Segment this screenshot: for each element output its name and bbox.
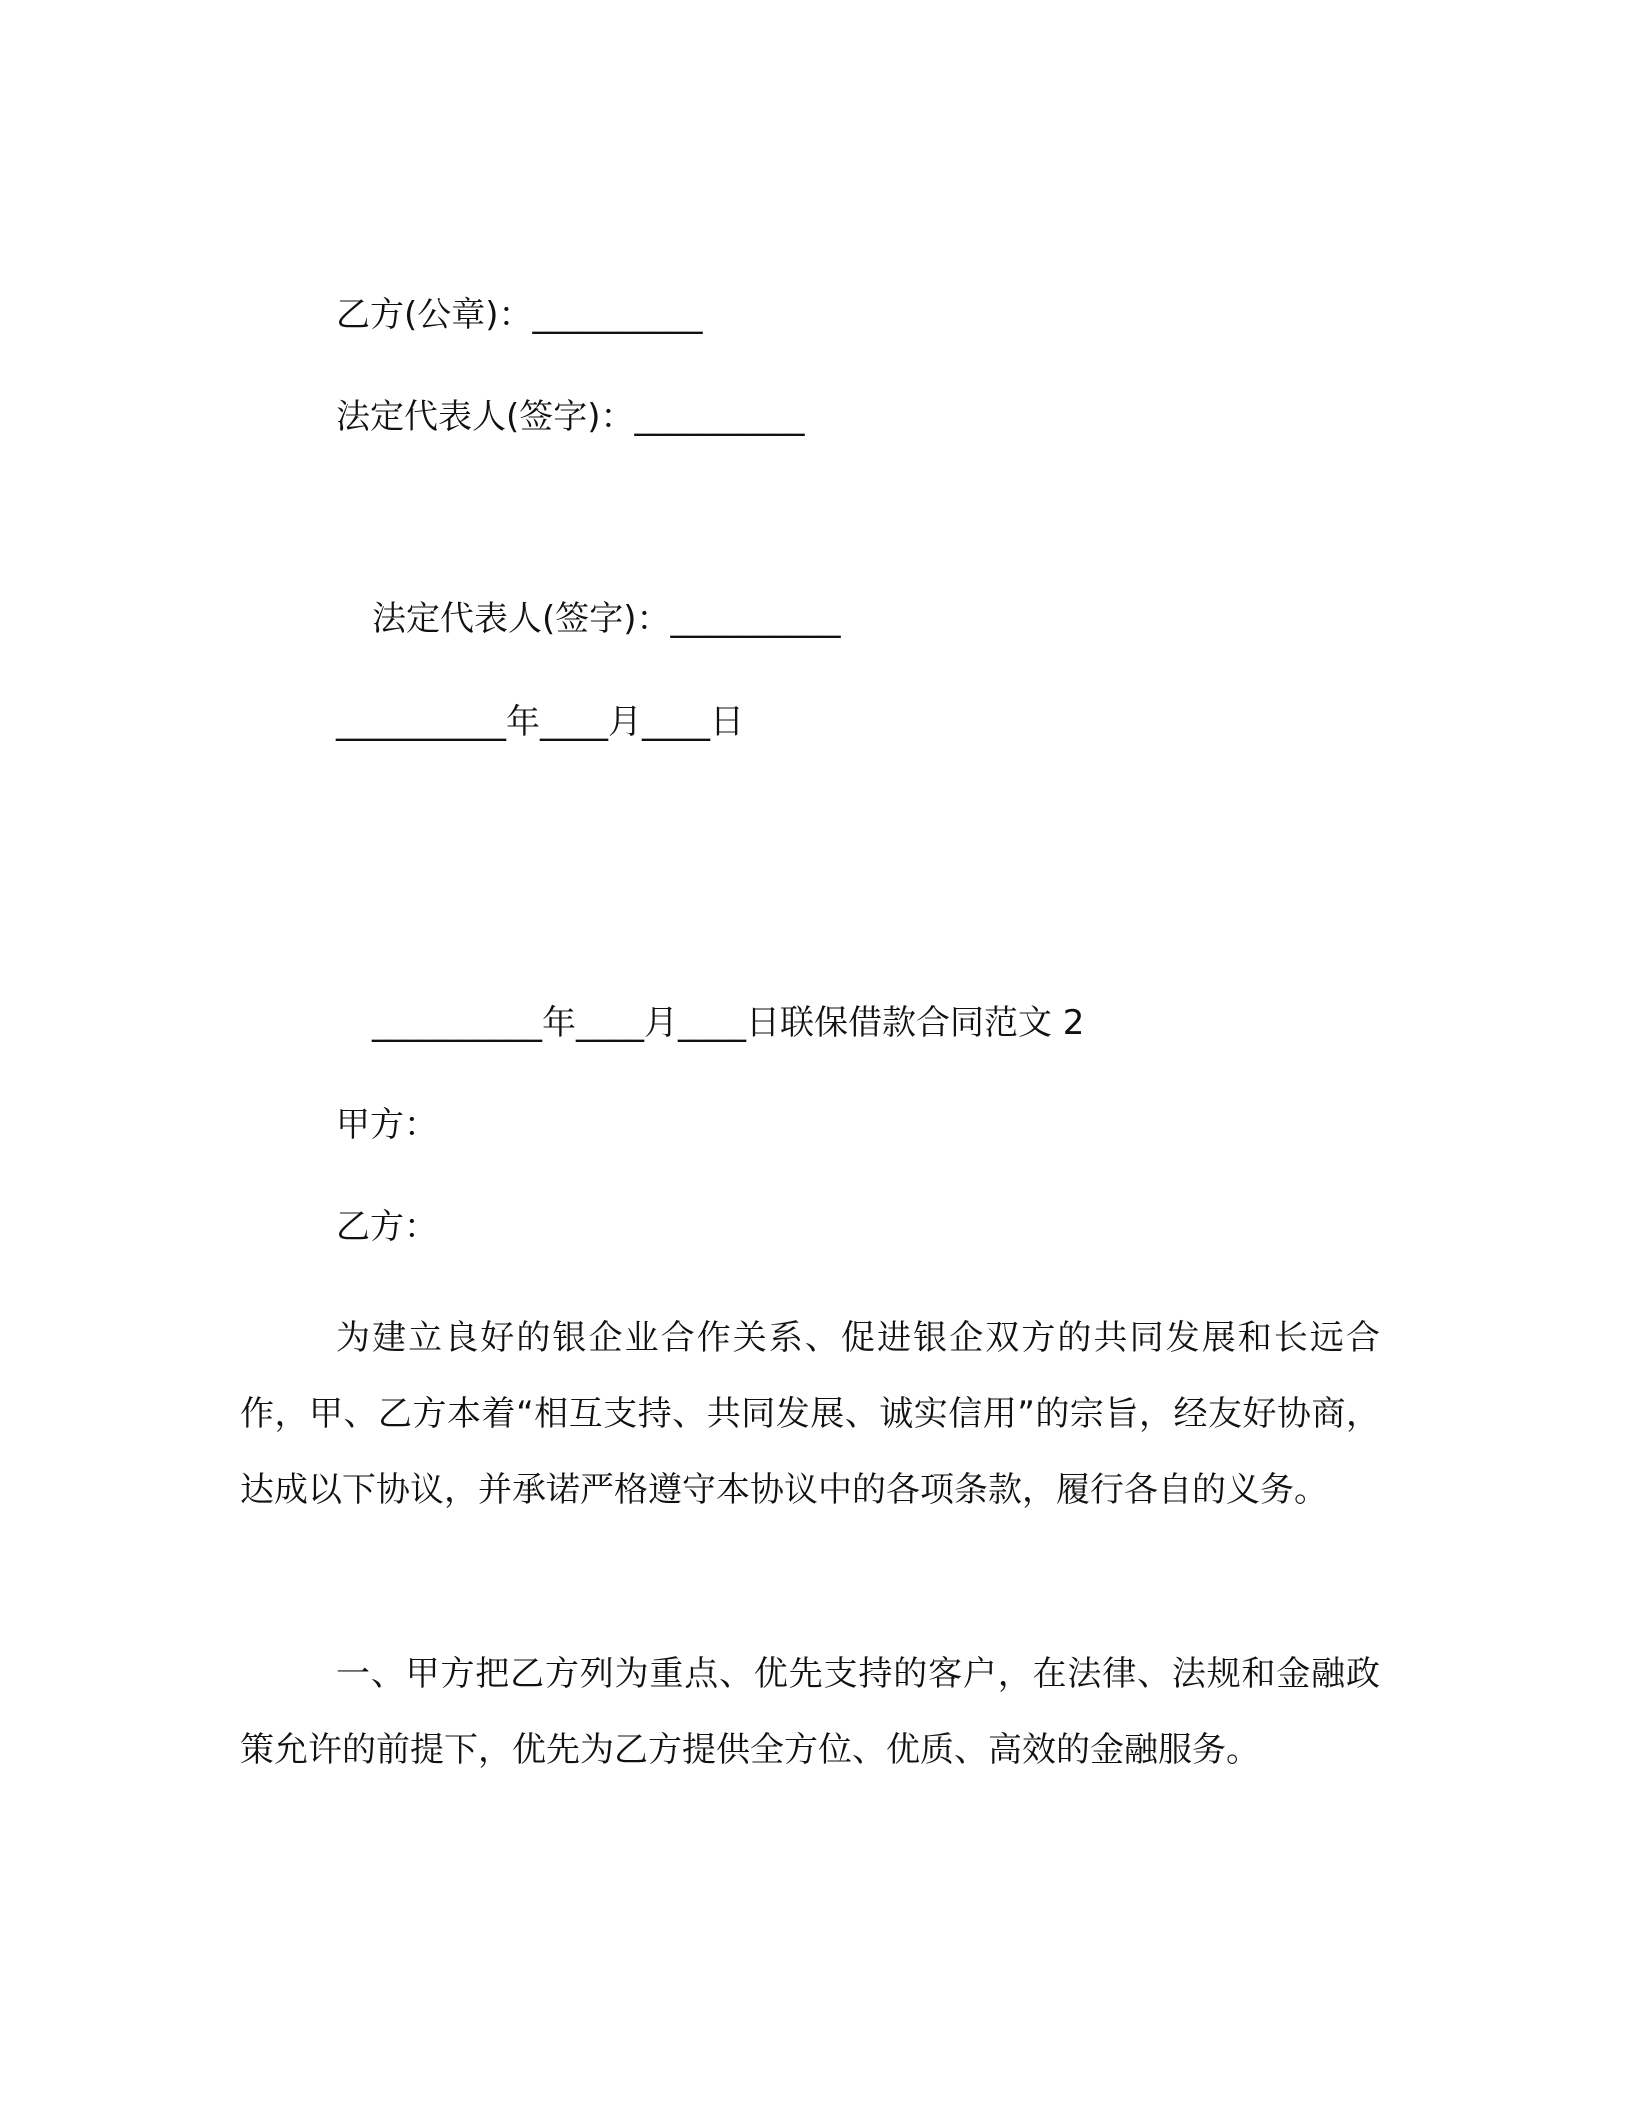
contract-title: __________年____月____日联保借款合同范文 2 [372, 1003, 1085, 1043]
signature-date-line: __________年____月____日 [336, 702, 744, 742]
party-b-seal-line: 乙方(公章)：__________ [336, 295, 703, 335]
legal-representative-line: 法定代表人(签字)：__________ [372, 599, 841, 639]
party-b-label: 乙方： [336, 1207, 438, 1247]
legal-representative-line: 法定代表人(签字)：__________ [336, 397, 805, 437]
party-a-label: 甲方： [336, 1105, 438, 1145]
clause-1-paragraph: 一、甲方把乙方列为重点、优先支持的客户，在法律、法规和金融政策允许的前提下，优先为乙方提供全方位、优质、高效的金融服务。 [240, 1654, 1380, 1770]
intro-paragraph: 为建立良好的银企业合作关系、促进银企双方的共同发展和长远合作，甲、乙方本着“相互支持、共同发展、诚实信用”的宗旨，经友好协商，达成以下协议，并承诺严格遵守本协议中的各项条款，履行各自的义务。 [240, 1318, 1380, 1510]
